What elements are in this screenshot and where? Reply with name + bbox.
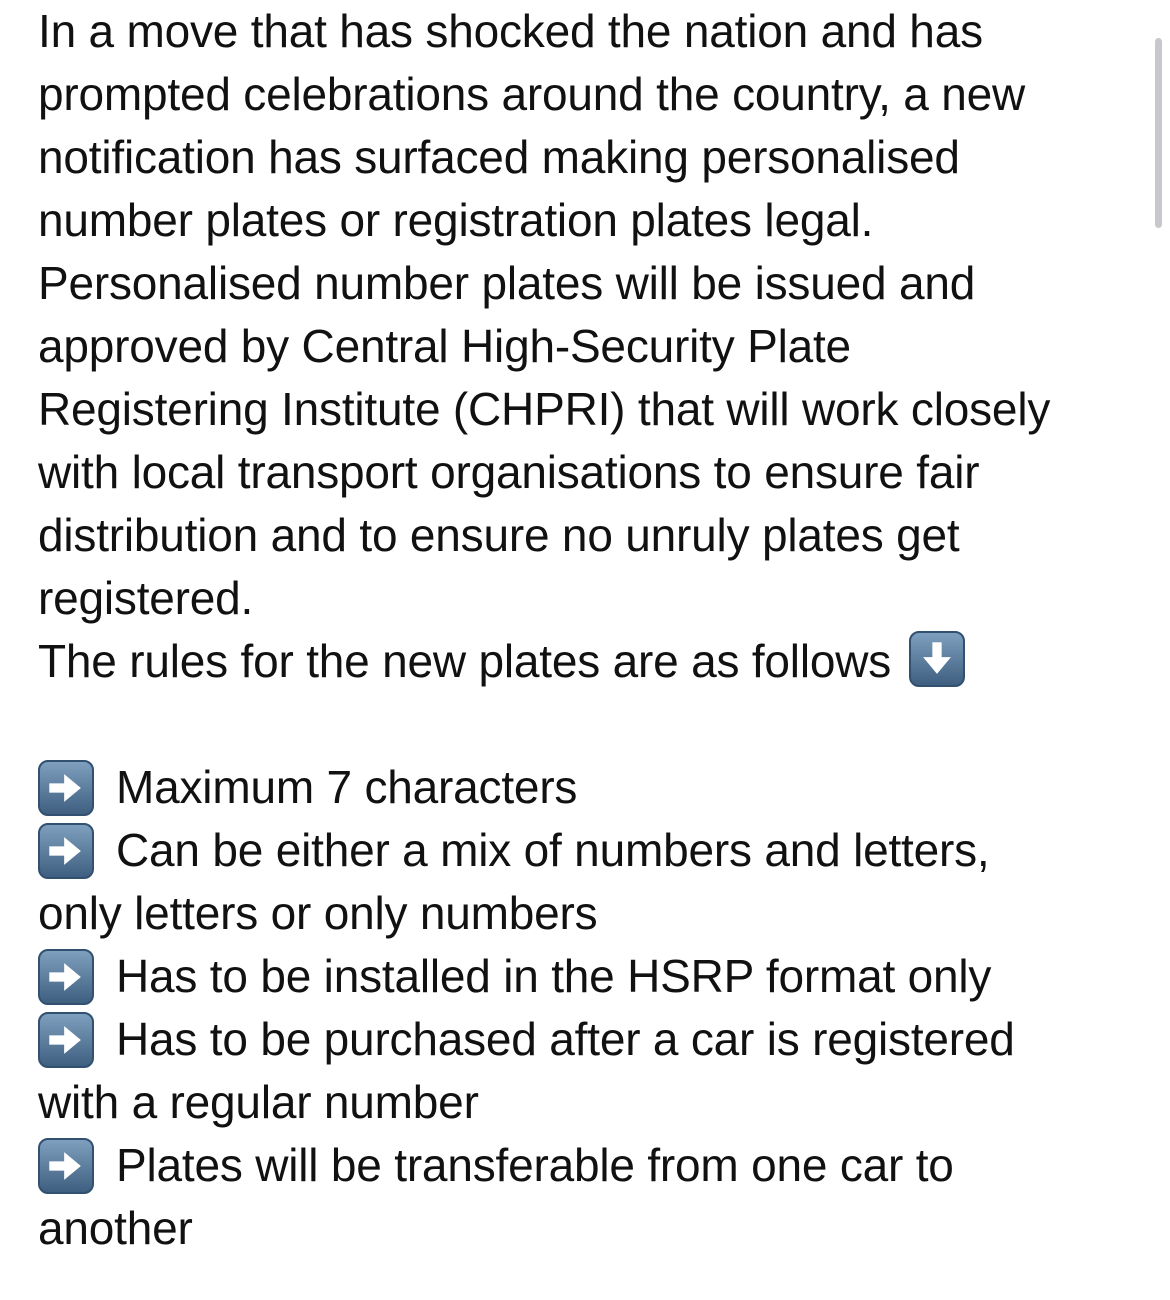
right-arrow-icon bbox=[38, 760, 94, 816]
paragraph-line-5: Personalised number plates will be issued and bbox=[38, 257, 976, 309]
right-arrow-icon bbox=[38, 1138, 94, 1194]
rule-item-5-continuation: another bbox=[38, 1202, 193, 1254]
right-arrow-icon bbox=[38, 949, 94, 1005]
paragraph-line-7: Registering Institute (CHPRI) that will work closely bbox=[38, 383, 1051, 435]
rule-item-4-continuation: with a regular number bbox=[38, 1076, 479, 1128]
rule-item-4 bbox=[38, 1008, 1138, 1071]
vertical-scrollbar[interactable] bbox=[1155, 38, 1162, 228]
blank-line bbox=[38, 693, 1138, 756]
post-body bbox=[38, 0, 1138, 1260]
rule-item-text: Has to be installed in the HSRP format only bbox=[116, 950, 992, 1002]
paragraph-line-2: prompted celebrations around the country, a new bbox=[38, 68, 1026, 120]
paragraph-line-1: In a move that has shocked the nation and has bbox=[38, 5, 983, 57]
right-arrow-icon bbox=[38, 1012, 94, 1068]
paragraph-line-4: number plates or registration plates legal. bbox=[38, 194, 874, 246]
paragraph-line-8: with local transport organisations to ensure fair bbox=[38, 446, 980, 498]
rule-item-text: Can be either a mix of numbers and letters, bbox=[116, 824, 990, 876]
rule-item-1 bbox=[38, 756, 1138, 819]
down-arrow-icon bbox=[909, 631, 965, 687]
paragraph-line-10: registered. bbox=[38, 572, 254, 624]
paragraph-line-3: notification has surfaced making personalised bbox=[38, 131, 960, 183]
rule-item-5 bbox=[38, 1134, 1138, 1197]
rule-item-3 bbox=[38, 945, 1138, 1008]
rule-item-text: Has to be purchased after a car is registered bbox=[116, 1013, 1015, 1065]
rules-intro-text: The rules for the new plates are as follows bbox=[38, 635, 892, 687]
paragraph-line-6: approved by Central High-Security Plate bbox=[38, 320, 851, 372]
right-arrow-icon bbox=[38, 823, 94, 879]
rule-item-text: Maximum 7 characters bbox=[116, 761, 578, 813]
rules-intro bbox=[38, 630, 1138, 693]
paragraph-line-9: distribution and to ensure no unruly plates get bbox=[38, 509, 960, 561]
rule-item-2-continuation: only letters or only numbers bbox=[38, 887, 598, 939]
rule-item-2 bbox=[38, 819, 1138, 882]
rule-item-text: Plates will be transferable from one car to bbox=[116, 1139, 954, 1191]
